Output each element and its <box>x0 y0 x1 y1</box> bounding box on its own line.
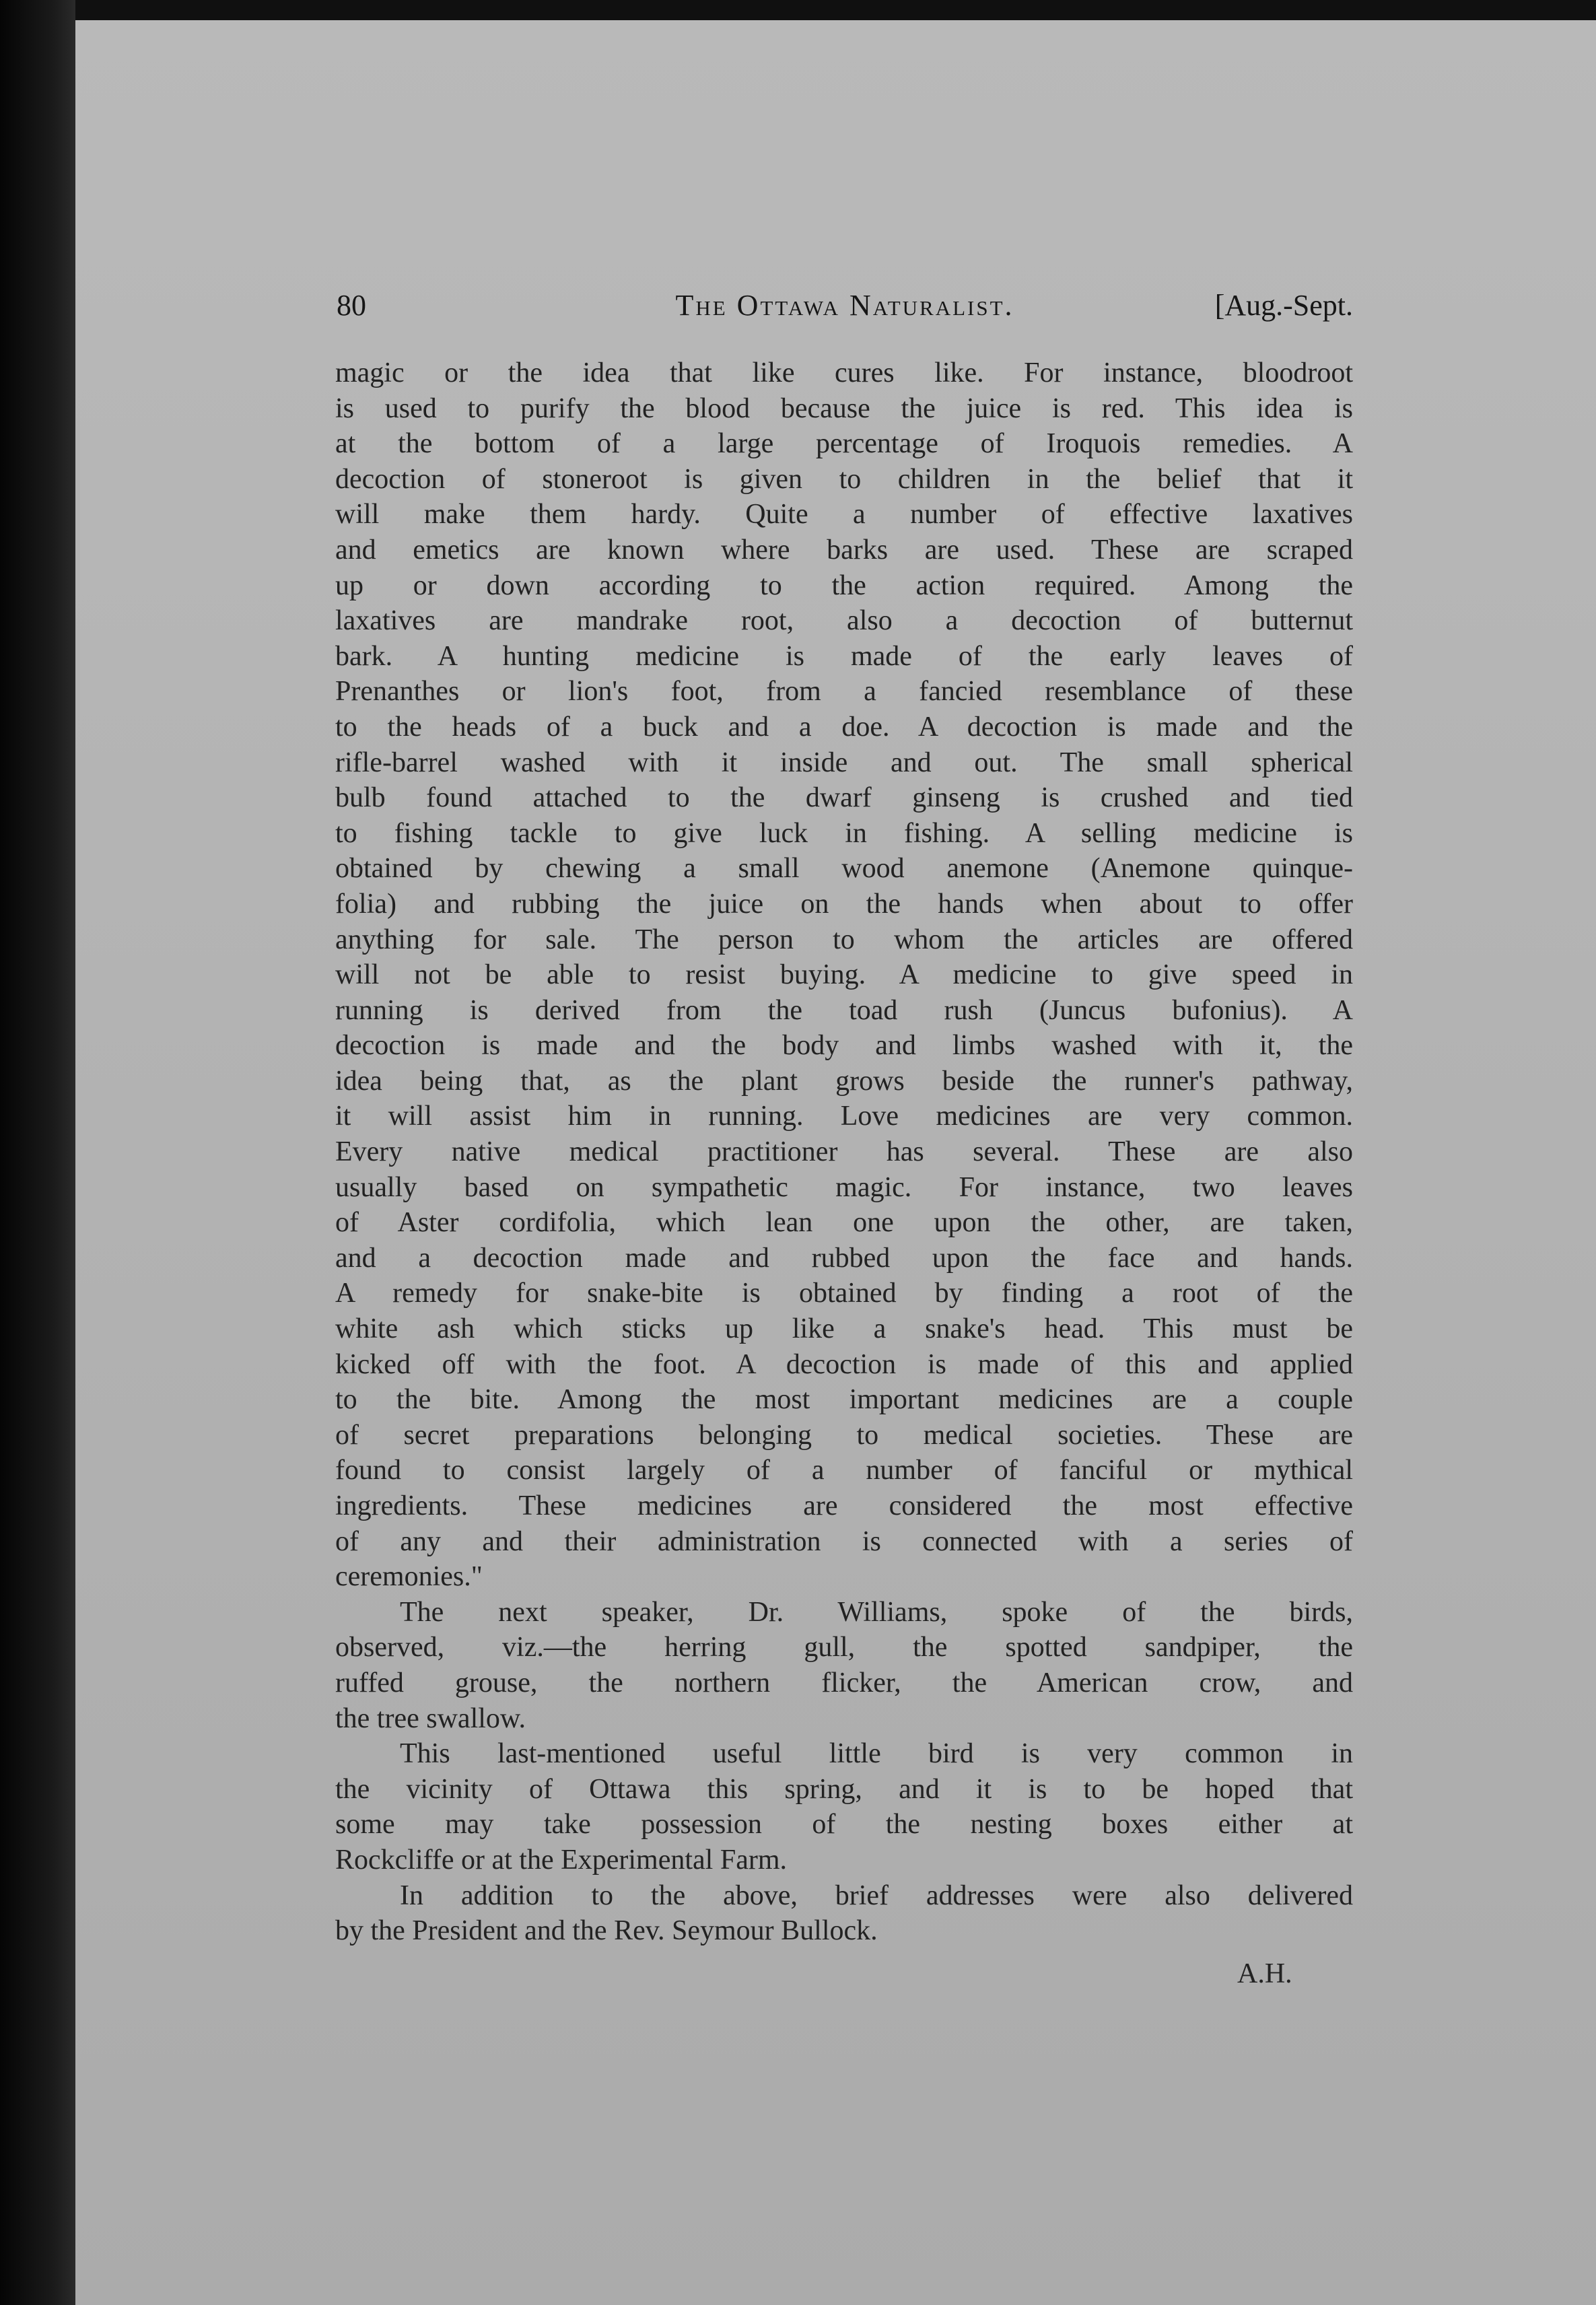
text-line: Every native medical practitioner has several. These are also <box>335 1136 1353 1168</box>
text-line: laxatives are mandrake root, also a decoction of butternut <box>335 605 1353 637</box>
text-line: Rockcliffe or at the Experimental Farm. <box>335 1844 787 1876</box>
text-line: usually based on sympathetic magic. For instance, two leaves <box>335 1171 1353 1203</box>
text-line: will not be able to resist buying. A medicine to give speed in <box>335 959 1353 991</box>
text-line: anything for sale. The person to whom the articles are offered <box>335 924 1353 955</box>
paragraph <box>335 355 1353 1595</box>
page-number: 80 <box>337 289 366 322</box>
text-line: Prenanthes or lion's foot, from a fancied resemblance of these <box>335 676 1353 708</box>
text-line: to the heads of a buck and a doe. A decoction is made and the <box>335 711 1353 743</box>
text-line: decoction is made and the body and limbs washed with it, the <box>335 1030 1353 1062</box>
text-line: to fishing tackle to give luck in fishing. A selling medicine is <box>335 817 1353 849</box>
text-line: some may take possession of the nesting boxes either at <box>335 1809 1353 1840</box>
text-line: decoction of stoneroot is given to children in the belief that it <box>335 463 1353 495</box>
text-line: will make them hardy. Quite a number of effective laxatives <box>335 499 1353 530</box>
text-line: observed, viz.—the herring gull, the spotted sandpiper, the <box>335 1632 1353 1663</box>
text-line: is used to purify the blood because the juice is red. This idea is <box>335 392 1353 424</box>
text-line: the tree swallow. <box>335 1702 526 1734</box>
text-line: folia) and rubbing the juice on the hands when about to offer <box>335 888 1353 920</box>
text-line: rifle-barrel washed with it inside and out. The small spherical <box>335 747 1353 778</box>
text-line: ruffed grouse, the northern flicker, the American crow, and <box>335 1667 1353 1698</box>
author-initials: A.H. <box>1237 1958 1292 1989</box>
text-line: found to consist largely of a number of fanciful or mythical <box>335 1455 1353 1486</box>
paragraph <box>335 1878 1353 1949</box>
text-line: This last-mentioned useful little bird is very common in <box>400 1738 1353 1770</box>
scan-border <box>0 0 75 2305</box>
text-line: at the bottom of a large percentage of Iroquois remedies. A <box>335 428 1353 460</box>
text-line: and a decoction made and rubbed upon the face and hands. <box>335 1242 1353 1274</box>
text-line: of Aster cordifolia, which lean one upon the other, are taken, <box>335 1207 1353 1239</box>
text-line: magic or the idea that like cures like. For instance, bloodroot <box>335 357 1353 388</box>
text-line: ceremonies." <box>335 1561 483 1593</box>
issue-date: [Aug.-Sept. <box>1214 289 1353 322</box>
text-line: running is derived from the toad rush (Juncus bufonius). A <box>335 994 1353 1026</box>
text-line: idea being that, as the plant grows beside the runner's pathway, <box>335 1065 1353 1097</box>
text-line: of any and their administration is connected with a series of <box>335 1525 1353 1557</box>
text-line: bark. A hunting medicine is made of the early leaves of <box>335 640 1353 672</box>
text-line: ingredients. These medicines are considered the most effective <box>335 1490 1353 1521</box>
paragraph <box>335 1736 1353 1878</box>
article-body <box>335 355 1353 1949</box>
text-line: by the President and the Rev. Seymour Bullock. <box>335 1915 878 1947</box>
text-line: bulb found attached to the dwarf ginseng is crushed and tied <box>335 782 1353 814</box>
paragraph <box>335 1595 1353 1736</box>
running-header <box>337 288 1353 329</box>
text-line: A remedy for snake-bite is obtained by finding a root of the <box>335 1278 1353 1309</box>
text-line: up or down according to the action required. Among the <box>335 570 1353 601</box>
text-line: The next speaker, Dr. Williams, spoke of the birds, <box>400 1596 1353 1628</box>
text-line: kicked off with the foot. A decoction is made of this and applied <box>335 1348 1353 1380</box>
text-line: In addition to the above, brief addresses were also delivered <box>400 1880 1353 1911</box>
text-line: to the bite. Among the most important medicines are a couple <box>335 1384 1353 1416</box>
text-line: of secret preparations belonging to medical societies. These are <box>335 1419 1353 1451</box>
journal-title: The Ottawa Naturalist. <box>675 289 1014 322</box>
text-line: the vicinity of Ottawa this spring, and it is to be hoped that <box>335 1773 1353 1805</box>
text-line: white ash which sticks up like a snake's head. This must be <box>335 1313 1353 1345</box>
text-line: and emetics are known where barks are used. These are scraped <box>335 534 1353 565</box>
text-line: it will assist him in running. Love medicines are very common. <box>335 1101 1353 1132</box>
text-line: obtained by chewing a small wood anemone (Anemone quinque- <box>335 853 1353 885</box>
